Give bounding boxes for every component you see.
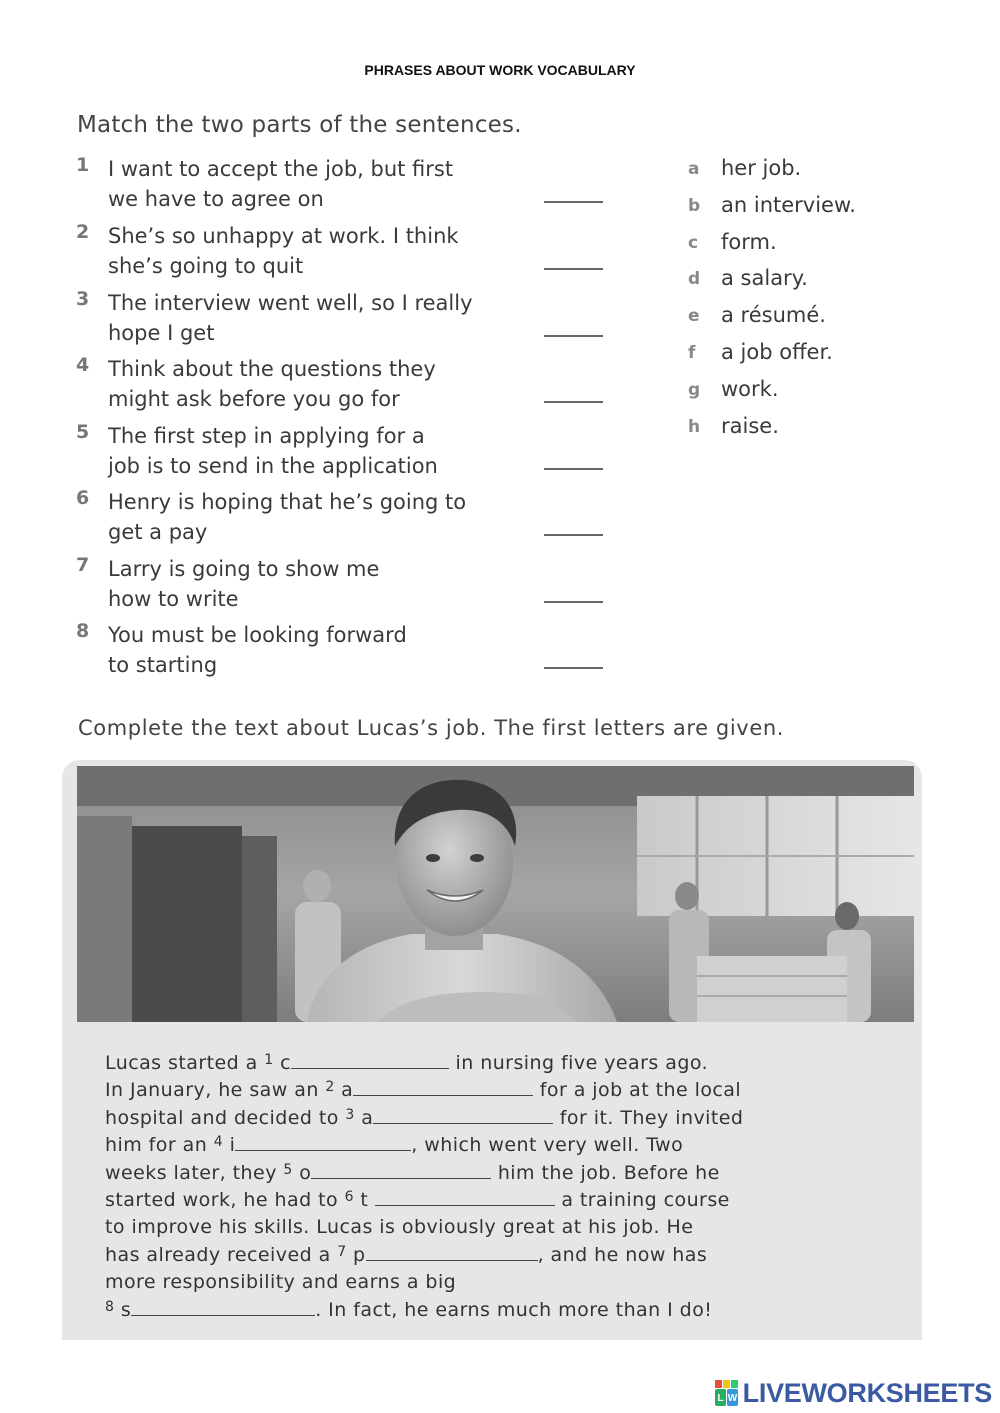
- liveworksheets-logo-icon: [715, 1380, 739, 1406]
- option-text: a job offer.: [721, 340, 833, 364]
- item-number: 3: [76, 288, 90, 310]
- gap-blank-4[interactable]: [235, 1133, 411, 1151]
- item-text: Think about the questions they might ask before you go for: [108, 357, 436, 411]
- option-item: [688, 377, 938, 407]
- answer-blank[interactable]: [544, 268, 603, 270]
- match-item: [76, 154, 616, 216]
- answer-blank[interactable]: [544, 667, 603, 669]
- gap-blank-2[interactable]: [353, 1078, 533, 1096]
- gap-blank-6[interactable]: [375, 1188, 555, 1206]
- option-item: [688, 303, 938, 333]
- option-text: work.: [721, 377, 779, 401]
- gap-fill-passage: [105, 1050, 905, 1324]
- gap-number: 3: [345, 1106, 355, 1123]
- option-letter: h: [688, 417, 701, 437]
- option-item: [688, 340, 938, 370]
- item-number: 5: [76, 421, 90, 443]
- option-letter: g: [688, 380, 701, 400]
- option-item: [688, 230, 938, 260]
- passage-line: more responsibility and earns a big: [105, 1271, 457, 1294]
- option-text: raise.: [721, 414, 779, 438]
- answer-blank[interactable]: [544, 468, 603, 470]
- option-letter: c: [688, 233, 699, 253]
- passage-line: him for an $^4$ i , which went very well. Two: [105, 1134, 684, 1157]
- exercise1-instruction: Match the two parts of the sentences.: [77, 112, 522, 138]
- gap-blank-8[interactable]: [131, 1298, 315, 1316]
- page-title: PHRASES ABOUT WORK VOCABULARY: [364, 62, 636, 78]
- item-text: Henry is hoping that he’s going to get a pay: [108, 490, 467, 544]
- svg-text:L: L: [717, 1393, 724, 1404]
- item-text: You must be looking forward to starting: [108, 623, 407, 677]
- item-number: 6: [76, 487, 90, 509]
- option-item: [688, 266, 938, 296]
- passage-line: has already received a $^7$ p , and he now has: [105, 1243, 708, 1266]
- item-number: 2: [76, 221, 90, 243]
- option-text: an interview.: [721, 193, 856, 217]
- gap-number: 5: [283, 1161, 293, 1178]
- option-text: a salary.: [721, 266, 808, 290]
- item-text: She’s so unhappy at work. I think she’s going to quit: [108, 224, 459, 278]
- match-item: [76, 554, 616, 616]
- svg-text:W: W: [727, 1393, 737, 1404]
- item-number: 8: [76, 620, 90, 642]
- gap-number: 1: [264, 1052, 274, 1068]
- item-text: The first step in applying for a job is to send in the application: [108, 424, 438, 478]
- option-letter: b: [688, 196, 701, 216]
- gap-number: 7: [337, 1243, 347, 1260]
- item-text: The interview went well, so I really hope I get: [108, 291, 473, 345]
- item-number: 4: [76, 354, 90, 376]
- match-item: [76, 487, 616, 549]
- gap-number: 4: [213, 1134, 224, 1151]
- passage-line: In January, he saw an $^2$ a for a job at the local: [105, 1079, 742, 1102]
- match-item: [76, 288, 616, 350]
- gap-number: 8: [105, 1298, 115, 1315]
- option-letter: e: [688, 306, 700, 326]
- option-text: her job.: [721, 156, 802, 180]
- option-item: [688, 414, 938, 444]
- passage-line: weeks later, they $^5$ o him the job. Before he: [105, 1161, 720, 1184]
- passage-line: to improve his skills. Lucas is obviously great at his job. He: [105, 1216, 694, 1239]
- answer-blank[interactable]: [544, 601, 603, 603]
- item-number: 7: [76, 554, 90, 576]
- passage-line: Lucas started a $^1$ c in nursing five years ago.: [105, 1052, 709, 1074]
- passage-line: started work, he had to $^6$ t a training course: [105, 1189, 730, 1212]
- answer-blank[interactable]: [544, 401, 603, 403]
- option-item: [688, 193, 938, 223]
- answer-blank[interactable]: [544, 335, 603, 337]
- item-text: Larry is going to show me how to write: [108, 557, 380, 611]
- match-item: [76, 620, 616, 682]
- gap-blank-3[interactable]: [373, 1106, 553, 1124]
- match-item: [76, 421, 616, 483]
- photo-nurse: [77, 766, 914, 1022]
- option-letter: a: [688, 159, 700, 179]
- item-number: 1: [76, 154, 90, 176]
- gap-number: 6: [344, 1189, 354, 1206]
- gap-blank-5[interactable]: [311, 1161, 491, 1179]
- item-text: I want to accept the job, but first we have to agree on: [108, 157, 454, 211]
- liveworksheets-logo: [715, 1378, 992, 1408]
- gap-blank-7[interactable]: [366, 1243, 538, 1261]
- passage-line: hospital and decided to $^3$ a for it. They invited: [105, 1106, 744, 1129]
- match-item: [76, 221, 616, 283]
- option-text: form.: [721, 230, 777, 254]
- answer-blank[interactable]: [544, 534, 603, 536]
- match-item: [76, 354, 616, 416]
- brand-name: LIVEWORKSHEETS: [742, 1377, 992, 1408]
- photo-illustration: [77, 766, 914, 1022]
- option-item: [688, 156, 938, 186]
- exercise2-instruction: Complete the text about Lucas’s job. The first letters are given.: [78, 716, 785, 740]
- answer-blank[interactable]: [544, 201, 603, 203]
- gap-blank-1[interactable]: [291, 1051, 449, 1069]
- option-letter: d: [688, 269, 701, 289]
- gap-number: 2: [325, 1079, 335, 1096]
- passage-line: $^8$ s . In fact, he earns much more than I do!: [105, 1298, 713, 1321]
- option-text: a résumé.: [721, 303, 826, 327]
- option-letter: f: [688, 343, 696, 363]
